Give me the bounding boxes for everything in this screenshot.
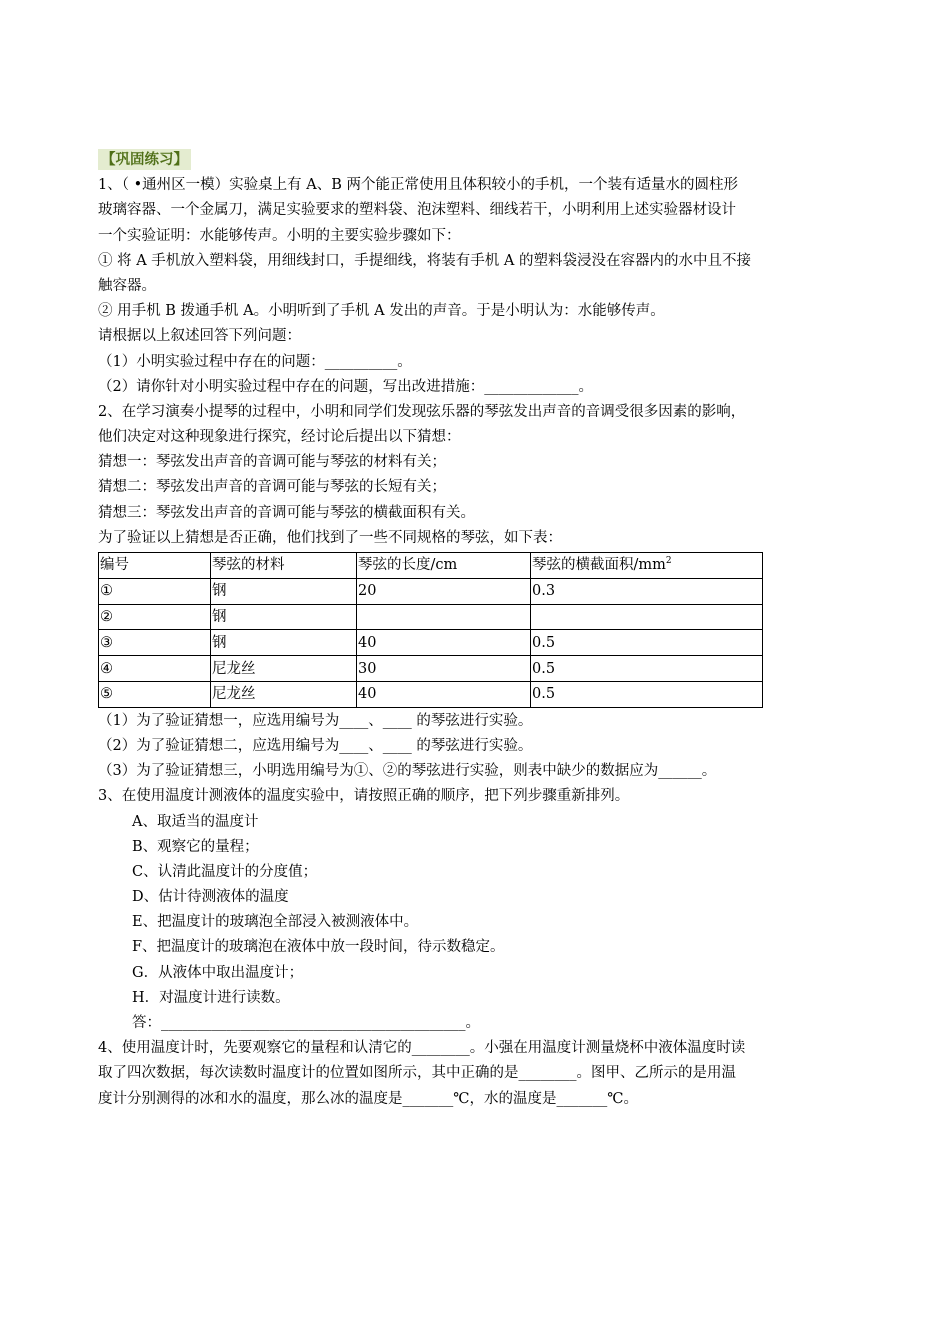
q4-line: 取了四次数据，每次读数时温度计的位置如图所示，其中正确的是________。图甲、乙所示的是用温 [98, 1065, 736, 1082]
q2-hypothesis: 猜想二：琴弦发出声音的音调可能与琴弦的长短有关； [98, 479, 446, 496]
q2-hypothesis: 猜想三：琴弦发出声音的音调可能与琴弦的横截面积有关。 [98, 504, 475, 521]
table-cell: ④ [99, 656, 211, 682]
q1-line: 一个实验证明：水能够传声。小明的主要实验步骤如下： [98, 227, 461, 244]
q1-subquestion: （2）请你针对小明实验过程中存在的问题，写出改进措施：_____________。 [98, 378, 593, 395]
q3-step: F、把温度计的玻璃泡在液体中放一段时间，待示数稳定。 [132, 939, 505, 956]
q3-step: G．从液体中取出温度计； [132, 964, 304, 981]
section-header-label: 【巩固练习】 [98, 149, 191, 170]
q3-step: A、取适当的温度计 [132, 813, 259, 830]
table-row [99, 578, 763, 604]
table-header-cell: 琴弦的长度/cm [357, 553, 531, 579]
table-cell [357, 604, 531, 630]
question-1 [98, 173, 856, 400]
string-spec-table [98, 552, 763, 708]
q3-step: E、把温度计的玻璃泡全部浸入被测液体中。 [132, 914, 419, 931]
table-header-row [99, 553, 763, 579]
q1-subquestion: （1）小明实验过程中存在的问题：__________。 [98, 353, 412, 370]
table-cell: 尼龙丝 [211, 656, 357, 682]
q2-line: 他们决定对这种现象进行探究，经讨论后提出以下猜想： [98, 429, 461, 446]
q1-line: 触容器。 [98, 277, 156, 294]
q4-line: 4、使用温度计时，先要观察它的量程和认清它的________。小强在用温度计测量烧杯中液体温度时读 [98, 1040, 746, 1057]
table-cell: 钢 [211, 578, 357, 604]
section-header [98, 148, 856, 173]
table-cell: 尼龙丝 [211, 681, 357, 707]
q2-subquestion: （2）为了验证猜想二，应选用编号为____、____ 的琴弦进行实验。 [98, 737, 533, 754]
table-row [99, 604, 763, 630]
q2-subquestion: （1）为了验证猜想一，应选用编号为____、____ 的琴弦进行实验。 [98, 712, 533, 729]
question-2 [98, 400, 856, 784]
question-3 [98, 784, 856, 1036]
q1-line: ② 用手机 B 拨通手机 A。小明听到了手机 A 发出的声音。于是小明认为：水能够传声。 [98, 303, 665, 320]
q3-intro: 3、在使用温度计测液体的温度实验中，请按照正确的顺序，把下列步骤重新排列。 [98, 788, 630, 805]
table-row [99, 681, 763, 707]
table-cell: 40 [357, 681, 531, 707]
header-area-exponent: 2 [665, 556, 672, 567]
table-cell [531, 604, 763, 630]
q3-step: B、观察它的量程； [132, 838, 259, 855]
table-header-cell [531, 553, 763, 579]
q2-hypothesis: 猜想一：琴弦发出声音的音调可能与琴弦的材料有关； [98, 454, 446, 471]
q2-line: 2、在学习演奏小提琴的过程中，小明和同学们发现弦乐器的琴弦发出声音的音调受很多因素的影响， [98, 403, 746, 420]
table-cell: ⑤ [99, 681, 211, 707]
table-cell: 40 [357, 630, 531, 656]
table-header-cell: 琴弦的材料 [211, 553, 357, 579]
q1-line: 1、（ •通州区一模）实验桌上有 A、B 两个能正常使用且体积较小的手机，一个装有适量水的圆柱形 [98, 177, 738, 194]
q3-step: C、认清此温度计的分度值； [132, 863, 318, 880]
q4-line: 度计分别测得的冰和水的温度，那么冰的温度是_______℃，水的温度是_______℃。 [98, 1090, 638, 1107]
table-cell: 0.3 [531, 578, 763, 604]
table-cell: 0.5 [531, 656, 763, 682]
table-row [99, 630, 763, 656]
q2-subquestion: （3）为了验证猜想三，小明选用编号为①、②的琴弦进行实验，则表中缺少的数据应为______。 [98, 763, 717, 780]
table-cell: 20 [357, 578, 531, 604]
table-row [99, 656, 763, 682]
table-cell: 0.5 [531, 681, 763, 707]
question-4 [98, 1036, 856, 1112]
header-area-text: 琴弦的横截面积/mm [532, 557, 666, 574]
table-header-cell: 编号 [99, 553, 211, 579]
table-cell: ① [99, 578, 211, 604]
q1-line: ① 将 A 手机放入塑料袋，用细线封口，手提细线，将装有手机 A 的塑料袋浸没在容器内的水中且不接 [98, 252, 751, 269]
q1-line: 请根据以上叙述回答下列问题： [98, 328, 301, 345]
q1-line: 玻璃容器、一个金属刀，满足实验要求的塑料袋、泡沫塑料、细线若干，小明利用上述实验器材设计 [98, 202, 736, 219]
q2-line: 为了验证以上猜想是否正确，他们找到了一些不同规格的琴弦，如下表： [98, 529, 562, 546]
q3-step: H．对温度计进行读数。 [132, 989, 290, 1006]
worksheet-page [98, 148, 856, 1112]
table-cell: 钢 [211, 630, 357, 656]
q3-step: D、估计待测液体的温度 [132, 889, 289, 906]
table-cell: ② [99, 604, 211, 630]
table-cell: 30 [357, 656, 531, 682]
table-cell: 0.5 [531, 630, 763, 656]
q3-answer-line: 答：__________________________________________。 [132, 1015, 480, 1032]
table-cell: ③ [99, 630, 211, 656]
table-cell: 钢 [211, 604, 357, 630]
